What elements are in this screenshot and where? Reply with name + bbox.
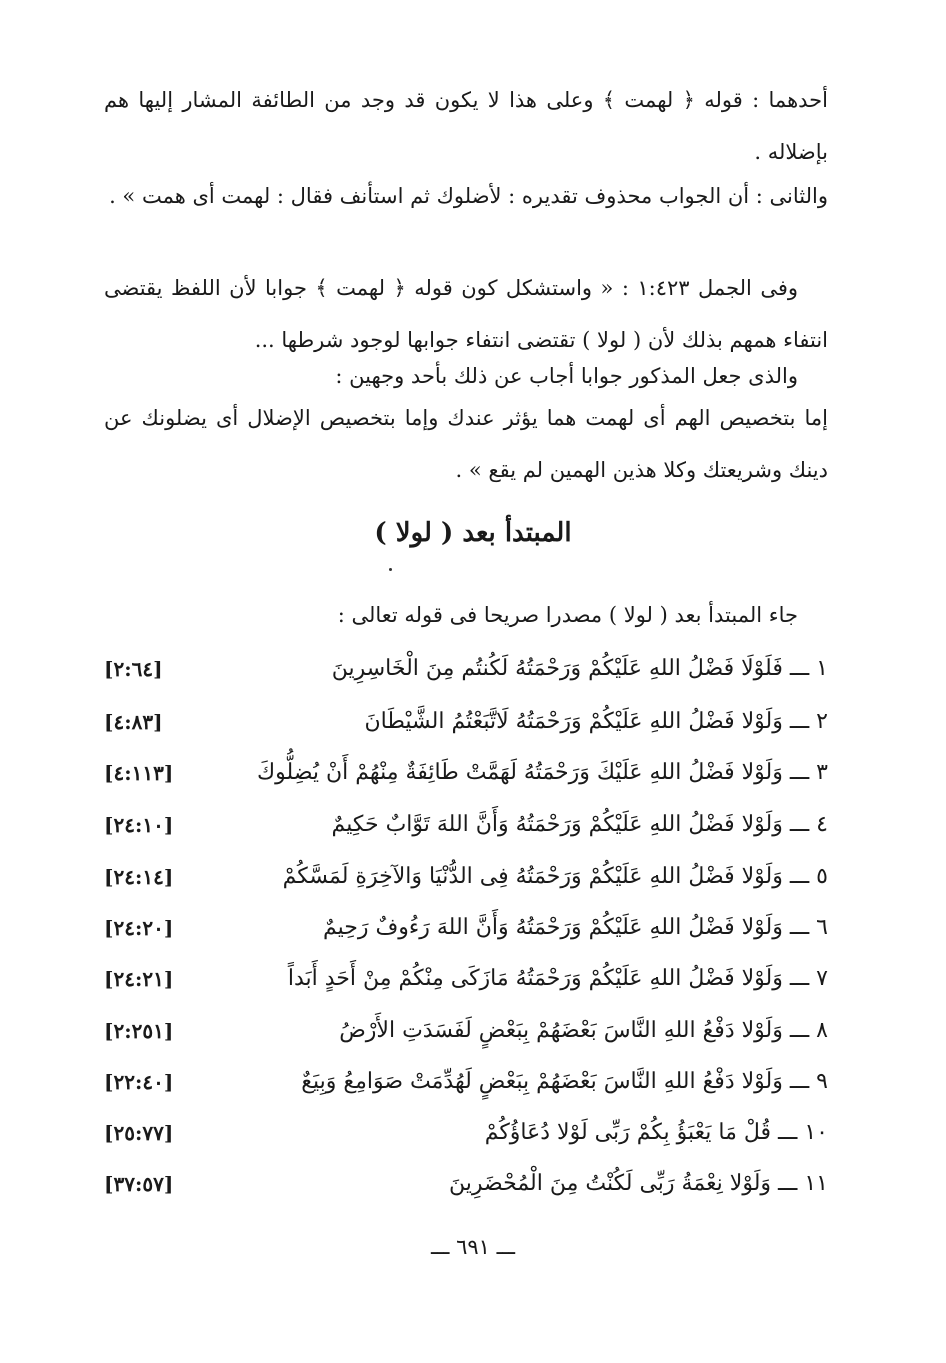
verse-reference: [٢٤:١٠] [104,813,174,837]
verse-reference: [٢:٢٥١] [104,1019,174,1043]
paragraph-two-ways: والذى جعل المذكور جوابا أجاب عن ذلك بأحد وجهين : [335,364,798,388]
verse-text: ٨ ـــ وَلَوْلا دَفْعُ اللهِ النَّاسَ بَعْضَهُمْ بِبَعْضٍ لَفَسَدَتِ الأَرْضُ [339,1018,828,1043]
verse-row [104,701,828,743]
verse-text: ١٠ ـــ قُلْ مَا يَعْبَؤُ بِكُمْ رَبِّى لَوْلا دُعَاؤُكُمْ [484,1120,828,1145]
section-heading: المبتدأ بعد ( لولا ) [374,518,572,548]
paragraph-jamal-quote: وفى الجمل ١:٤٢٣ : « واستشكل كون قوله ﴿ لهمت ﴾ جوابا لأن اللفظ يقتضى انتفاء همهم بذلك لأن ( لولا ) تقتضى انتفاء جوابها لوجود شرطها ... [104,276,828,352]
verse-row [104,856,828,898]
verse-row [104,958,828,1000]
page-number: ـــ ٦٩١ ـــ [430,1235,516,1259]
verse-reference: [٤:١١٣] [104,761,174,785]
verse-row [104,1061,828,1103]
verse-text: ١ ـــ فَلَوْلَا فَضْلُ اللهِ عَلَيْكُمْ وَرَحْمَتُهُ لَكُنتُم مِنَ الْخَاسِرِينَ [331,656,828,681]
verse-text: ٦ ـــ وَلَوْلا فَضْلُ اللهِ عَلَيْكُمْ وَرَحْمَتُهُ وَأَنَّ اللهَ رَءُوفٌ رَحِيمٌ [322,915,828,940]
verse-reference: [٤:٨٣] [104,710,163,734]
paragraph-first-explanation: أحدهما : قوله ﴿ لهمت ﴾ وعلى هذا لا يكون قد وجد من الطائفة المشار إليها هم بإضلاله . [104,88,828,164]
verse-text: ٧ ـــ وَلَوْلا فَضْلُ اللهِ عَلَيْكُمْ وَرَحْمَتُهُ مَازَكَى مِنْكُمْ مِنْ أَحَدٍ أَبَداً [287,966,828,991]
verse-row [104,648,828,690]
verse-text: ٣ ـــ وَلَوْلا فَضْلُ اللهِ عَلَيْكَ وَرَحْمَتُهُ لَهَمَّتْ طَائِفَةٌ مِنْهُمْ أَنْ يُضِلُّوكَ [257,760,828,785]
verse-reference: [٢٤:١٤] [104,865,174,889]
verse-reference: [٢٤:٢١] [104,967,174,991]
verse-row [104,1010,828,1052]
verse-row [104,1112,828,1154]
verse-text: ٢ ـــ وَلَوْلا فَضْلُ اللهِ عَلَيْكُمْ وَرَحْمَتُهُ لَاتَّبَعْتُمُ الشَّيْطَانَ [364,709,828,734]
verse-row [104,907,828,949]
verse-text: ١١ ـــ وَلَوْلا نِعْمَةُ رَبِّى لَكُنْتُ مِنَ الْمُحْضَرِينَ [449,1171,828,1196]
verse-text: ٩ ـــ وَلَوْلا دَفْعُ اللهِ النَّاسَ بَعْضَهُمْ بِبَعْضٍ لَهُدِّمَتْ صَوَامِعُ وَبِيَعٌ [301,1069,828,1094]
paragraph-specification: إما بتخصيص الهم أى لهمت هما يؤثر عندك وإما بتخصيص الإضلال أى يضلونك عن دينك وشريعتك وكلا هذين الهمين لم يقع » . [104,406,828,482]
verse-reference: [٣٧:٥٧] [104,1172,174,1196]
verse-text: ٤ ـــ وَلَوْلا فَضْلُ اللهِ عَلَيْكُمْ وَرَحْمَتُهُ وَأَنَّ اللهَ تَوَّابٌ حَكِيمٌ [331,812,828,837]
verse-row [104,1163,828,1205]
stray-dot [389,568,392,571]
verse-row [104,752,828,794]
verse-row [104,804,828,846]
verse-text: ٥ ـــ وَلَوْلا فَضْلُ اللهِ عَلَيْكُمْ وَرَحْمَتُهُ فِى الدُّنْيَا وَالآخِرَةِ لَمَسَّكُمْ [282,864,828,889]
paragraph-second-explanation: والثانى : أن الجواب محذوف تقديره : لأضلوك ثم استأنف فقال : لهمت أى همت » . [109,184,828,208]
verse-reference: [٢٤:٢٠] [104,916,174,940]
verse-reference: [٢٢:٤٠] [104,1070,174,1094]
verse-reference: [٢٥:٧٧] [104,1121,174,1145]
section-intro: جاء المبتدأ بعد ( لولا ) مصدرا صريحا فى قوله تعالى : [337,603,798,627]
verse-reference: [٢:٦٤] [104,657,163,681]
